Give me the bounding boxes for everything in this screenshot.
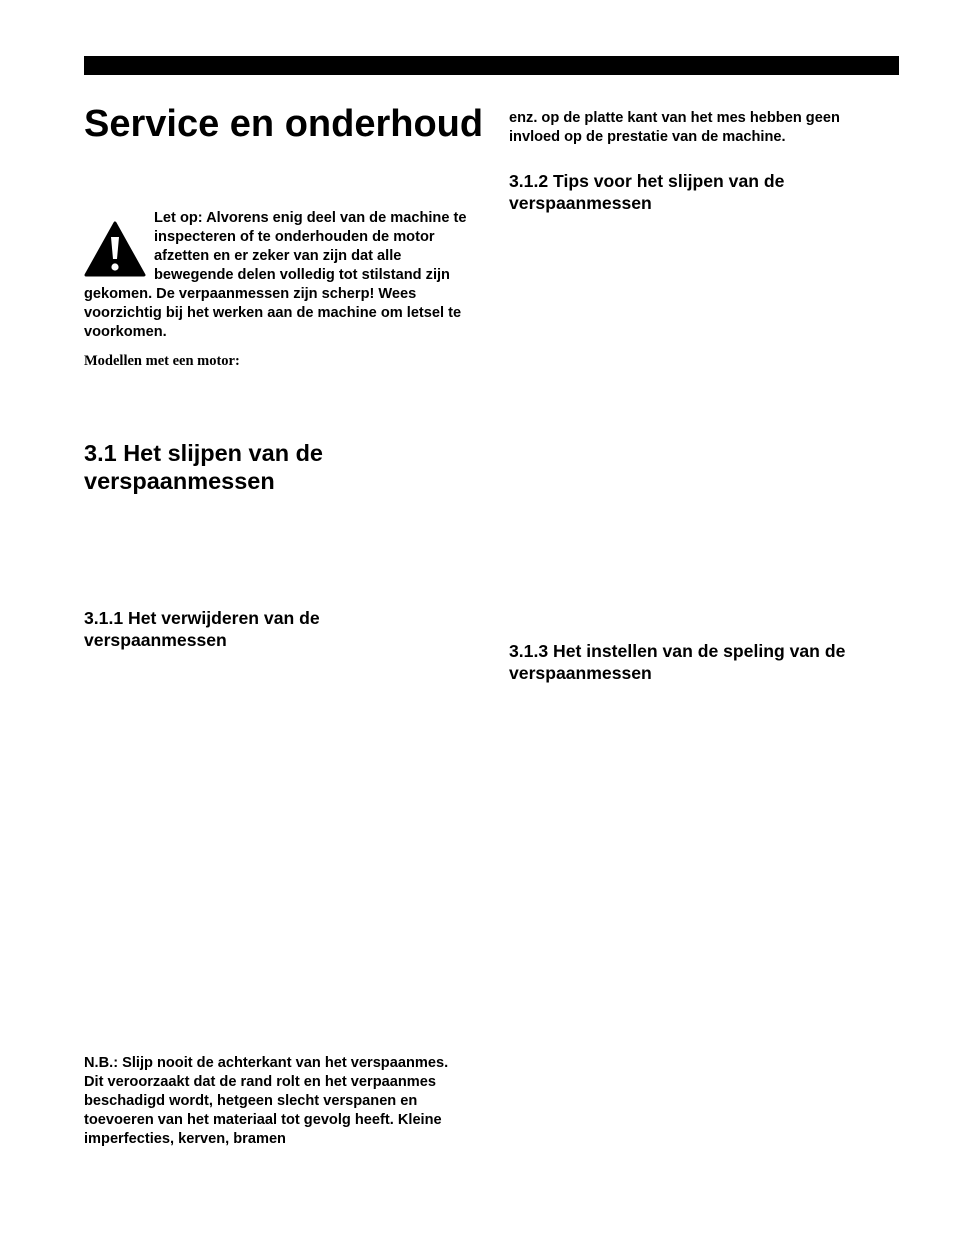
warning-notice bbox=[84, 209, 476, 342]
header-rule bbox=[84, 56, 899, 75]
section-heading-3-1-1: 3.1.1 Het verwijderen van de verspaanmessen bbox=[84, 608, 320, 650]
models-label: Modellen met een motor: bbox=[84, 353, 240, 369]
section-heading-3-1-2: 3.1.2 Tips voor het slijpen van de verspaanmessen bbox=[509, 171, 785, 213]
page-title: Service en onderhoud bbox=[84, 103, 484, 145]
section-heading-3-1: 3.1 Het slijpen van de verspaanmessen bbox=[84, 440, 324, 494]
note-paragraph: N.B.: Slijp nooit de achterkant van het verspaanmes. Dit veroorzaakt dat de rand rolt en het verpaanmes beschadigd wordt, hetgeen slecht verspanen en toevoeren van het materiaal tot gevolg heeft. Kleine imperfecties, kerven, bramen bbox=[84, 1055, 449, 1147]
note-paragraph-continued: enz. op de platte kant van het mes hebben geen invloed op de prestatie van de machine. bbox=[509, 110, 840, 145]
warning-text: Let op: Alvorens enig deel van de machine te inspecteren of te onderhouden de motor afzetten en er zeker van zijn dat alle bewegende delen volledig tot stilstand zijn gekomen. De verpaanmessen zijn scherp! Wees voorzichtig bij het werken aan de machine om letsel te voorkomen. bbox=[84, 210, 467, 340]
section-heading-3-1-3: 3.1.3 Het instellen van de speling van de verspaanmessen bbox=[509, 641, 846, 683]
